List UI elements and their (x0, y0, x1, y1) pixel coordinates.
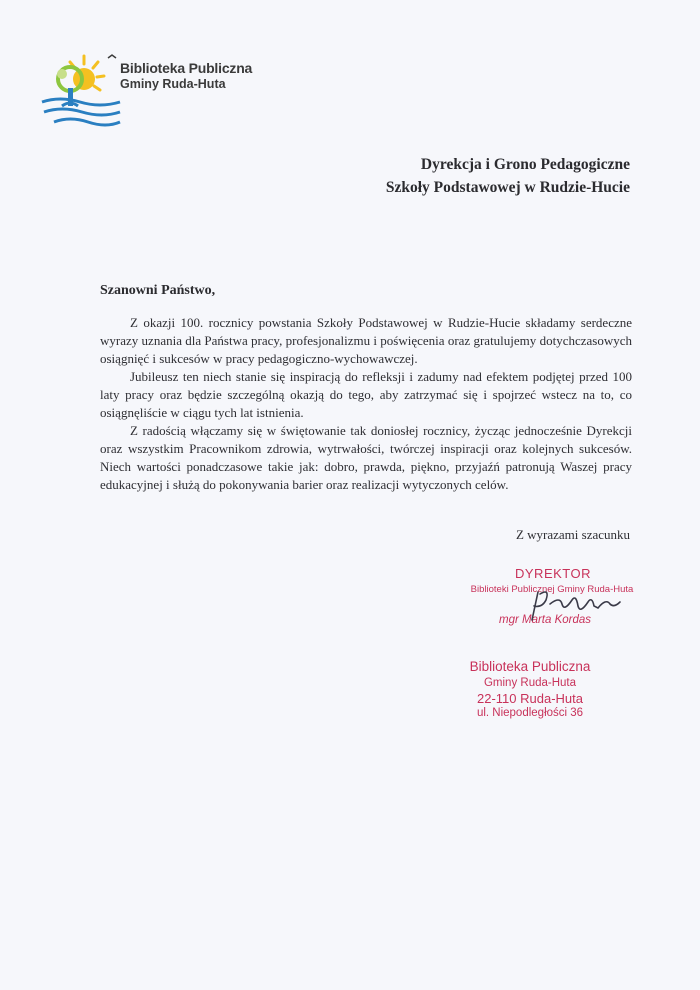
recipient-block (386, 153, 630, 199)
paragraph-3: Z radością włączamy się w świętowanie tak doniosłej rocznicy, życząc jednocześnie Dyrekcji oraz wszystkim Pracownikom zdrowia, wytrwałości, twórczej inspiracji oraz kolejnych sukcesów. Niech wartości ponadczasowe takie jak: dobro, prawda, piękno, przyjaźń patronują Waszej pracy edukacyjnej i służą do pokonywania barier oraz realizacji wytyczonych celów. (100, 423, 632, 492)
paragraph-1: Z okazji 100. rocznicy powstania Szkoły Podstawowej w Rudzie-Hucie składamy serdeczne wyrazy uznania dla Państwa pracy, profesjonalizmu i poświęcenia oraz gratulujemy dotychczasowych osiągnięć i sukcesów w pracy pedagogiczno-wychowawczej. (100, 315, 632, 366)
director-stamp-name: mgr Marta Kordas (498, 614, 592, 626)
library-logo (40, 52, 270, 132)
library-stamp-street: ul. Niepodległości 36 (476, 707, 584, 719)
handwritten-signature (520, 586, 630, 626)
salutation: Szanowni Państwo, (100, 283, 216, 298)
director-stamp-title: DYREKTOR (515, 566, 591, 581)
library-stamp-commune: Gminy Ruda-Huta (483, 677, 577, 689)
library-stamp-postcode: 22-110 Ruda-Huta (477, 691, 583, 706)
logo-subtitle: Gminy Ruda-Huta (120, 77, 226, 91)
closing-phrase: Z wyrazami szacunku (515, 527, 630, 542)
recipient-line-2: Szkoły Podstawowej w Rudzie-Hucie (385, 179, 630, 196)
library-tree-sun-logo-icon (40, 52, 122, 132)
director-stamp-institution: Biblioteki Publicznej Gminy Ruda-Huta (470, 584, 634, 595)
letter-body (100, 314, 632, 494)
recipient-line-1: Dyrekcja i Grono Pedagogiczne (420, 156, 630, 173)
paragraph-2: Jubileusz ten niech stanie się inspiracją do refleksji i zadumy nad efektem podjętej przed 100 laty pracy oraz będzie szczególną okazją do tego, aby zatrzymać się i spojrzeć wstecz na to, co osiągnęliście w ciągu tych lat istnienia. (100, 369, 632, 420)
logo-title: Biblioteka Publiczna (120, 60, 253, 76)
library-stamp-name: Biblioteka Publiczna (469, 659, 591, 674)
